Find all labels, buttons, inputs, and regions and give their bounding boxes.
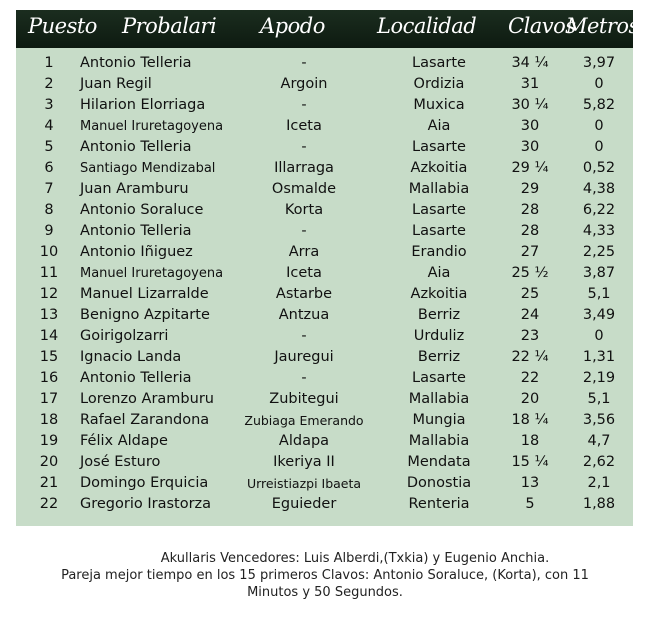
cell-clavos: 29 ¼ bbox=[511, 160, 549, 176]
cell-localidad: Berriz bbox=[417, 349, 461, 365]
cell-clavos: 24 bbox=[520, 307, 540, 323]
cell-localidad: Azkoitia bbox=[410, 160, 468, 176]
cell-apodo: Iceta bbox=[286, 118, 322, 134]
cell-puesto: 8 bbox=[44, 202, 54, 218]
cell-puesto: 11 bbox=[39, 265, 59, 281]
cell-probalari: Félix Aldape bbox=[80, 433, 168, 449]
cell-apodo: Iceta bbox=[286, 265, 322, 281]
cell-localidad: Lasarte bbox=[412, 139, 466, 155]
table-row bbox=[16, 242, 633, 263]
footnotes bbox=[20, 550, 630, 601]
cell-apodo: Astarbe bbox=[275, 286, 333, 302]
cell-apodo: - bbox=[301, 370, 307, 386]
cell-apodo: Korta bbox=[284, 202, 324, 218]
cell-clavos: 25 bbox=[520, 286, 540, 302]
cell-apodo: Urreistiazpi Ibaeta bbox=[246, 476, 362, 491]
cell-metros: 2,25 bbox=[582, 244, 616, 260]
cell-localidad: Erandio bbox=[411, 244, 467, 260]
cell-puesto: 3 bbox=[44, 97, 54, 113]
cell-apodo: Zubitegui bbox=[269, 391, 339, 407]
results-table bbox=[16, 10, 639, 526]
cell-probalari: Manuel Iruretagoyena bbox=[80, 266, 224, 281]
cell-apodo: - bbox=[301, 97, 307, 113]
cell-metros: 5,1 bbox=[587, 286, 611, 302]
table-row bbox=[16, 263, 633, 284]
cell-apodo: Aldapa bbox=[278, 433, 330, 449]
cell-clavos: 29 bbox=[520, 181, 540, 197]
table-row bbox=[16, 53, 633, 74]
table-row bbox=[16, 410, 633, 431]
cell-localidad: Aia bbox=[427, 265, 451, 281]
cell-metros: 1,88 bbox=[582, 496, 616, 512]
cell-apodo: - bbox=[301, 139, 307, 155]
cell-localidad: Muxica bbox=[413, 97, 465, 113]
cell-puesto: 10 bbox=[39, 244, 59, 260]
cell-probalari: Hilarion Elorriaga bbox=[80, 97, 206, 113]
cell-puesto: 21 bbox=[39, 475, 59, 491]
cell-metros: 4,38 bbox=[582, 181, 616, 197]
cell-apodo: - bbox=[301, 328, 307, 344]
cell-puesto: 4 bbox=[44, 118, 54, 134]
table-row bbox=[16, 473, 633, 494]
cell-puesto: 7 bbox=[44, 181, 54, 197]
table-row bbox=[16, 431, 633, 452]
cell-localidad: Ordizia bbox=[413, 76, 465, 92]
cell-metros: 0 bbox=[594, 76, 604, 92]
cell-clavos: 25 ½ bbox=[511, 265, 549, 281]
cell-clavos: 15 ¼ bbox=[511, 454, 549, 470]
cell-apodo: Osmalde bbox=[271, 181, 337, 197]
table-row bbox=[16, 116, 633, 137]
table-row bbox=[16, 305, 633, 326]
cell-puesto: 16 bbox=[39, 370, 59, 386]
cell-probalari: Antonio Telleria bbox=[80, 139, 192, 155]
table-body bbox=[16, 53, 633, 515]
cell-puesto: 18 bbox=[39, 412, 59, 428]
cell-clavos: 31 bbox=[520, 76, 540, 92]
table-row bbox=[16, 368, 633, 389]
cell-metros: 1,31 bbox=[582, 349, 616, 365]
cell-localidad: Donostia bbox=[406, 475, 472, 491]
header-clavos: Clavos bbox=[508, 14, 576, 38]
cell-puesto: 13 bbox=[39, 307, 59, 323]
cell-localidad: Azkoitia bbox=[410, 286, 468, 302]
header-metros: Metros bbox=[566, 14, 639, 38]
cell-metros: 5,1 bbox=[587, 391, 611, 407]
cell-clavos: 30 bbox=[520, 118, 540, 134]
cell-apodo: - bbox=[301, 55, 307, 71]
cell-probalari: Benigno Azpitarte bbox=[80, 307, 210, 323]
cell-clavos: 28 bbox=[520, 202, 540, 218]
table-row bbox=[16, 158, 633, 179]
cell-localidad: Lasarte bbox=[412, 370, 466, 386]
table-row bbox=[16, 389, 633, 410]
cell-metros: 6,22 bbox=[582, 202, 616, 218]
cell-apodo: Ikeriya II bbox=[273, 454, 335, 470]
cell-clavos: 27 bbox=[520, 244, 540, 260]
header-puesto: Puesto bbox=[28, 14, 97, 38]
cell-clavos: 18 bbox=[520, 433, 540, 449]
cell-metros: 3,49 bbox=[582, 307, 616, 323]
cell-probalari: Ignacio Landa bbox=[80, 349, 182, 365]
cell-apodo: Eguieder bbox=[271, 496, 337, 512]
cell-clavos: 18 ¼ bbox=[511, 412, 549, 428]
table-row bbox=[16, 494, 633, 515]
cell-probalari: Antonio Soraluce bbox=[80, 202, 204, 218]
cell-apodo: - bbox=[301, 223, 307, 239]
cell-puesto: 14 bbox=[39, 328, 59, 344]
note-best-time-cont: Minutos y 50 Segundos. bbox=[247, 585, 403, 600]
cell-probalari: Goirigolzarri bbox=[80, 328, 169, 344]
header-probalari: Probalari bbox=[122, 14, 217, 38]
cell-apodo: Zubiaga Emerando bbox=[244, 413, 364, 428]
table-row bbox=[16, 179, 633, 200]
cell-puesto: 20 bbox=[39, 454, 59, 470]
cell-localidad: Mungia bbox=[412, 412, 466, 428]
cell-probalari: Santiago Mendizabal bbox=[80, 161, 216, 176]
header-apodo: Apodo bbox=[260, 14, 325, 38]
table-row bbox=[16, 221, 633, 242]
cell-puesto: 22 bbox=[39, 496, 59, 512]
cell-localidad: Lasarte bbox=[412, 223, 466, 239]
cell-localidad: Mallabia bbox=[408, 433, 470, 449]
cell-localidad: Lasarte bbox=[412, 55, 466, 71]
cell-puesto: 17 bbox=[39, 391, 59, 407]
cell-puesto: 9 bbox=[44, 223, 54, 239]
cell-probalari: Domingo Erquicia bbox=[80, 475, 209, 491]
cell-clavos: 22 bbox=[520, 370, 540, 386]
table-row bbox=[16, 137, 633, 158]
cell-probalari: Juan Regil bbox=[80, 76, 152, 92]
cell-metros: 2,1 bbox=[587, 475, 611, 491]
table-row bbox=[16, 95, 633, 116]
cell-localidad: Mendata bbox=[407, 454, 471, 470]
cell-metros: 0 bbox=[594, 139, 604, 155]
cell-probalari: José Esturo bbox=[80, 454, 161, 470]
cell-puesto: 6 bbox=[44, 160, 54, 176]
cell-probalari: Juan Aramburu bbox=[80, 181, 189, 197]
cell-clavos: 28 bbox=[520, 223, 540, 239]
cell-probalari: Antonio Telleria bbox=[80, 223, 192, 239]
cell-metros: 2,19 bbox=[582, 370, 616, 386]
cell-clavos: 20 bbox=[520, 391, 540, 407]
cell-metros: 0 bbox=[594, 118, 604, 134]
cell-probalari: Manuel Iruretagoyena bbox=[80, 119, 224, 134]
note-akullaris: Akullaris Vencedores: Luis Alberdi,(Txkia) y Eugenio Anchia. bbox=[160, 551, 550, 566]
cell-apodo: Antzua bbox=[278, 307, 330, 323]
header-localidad: Localidad bbox=[377, 14, 477, 38]
cell-metros: 4,7 bbox=[587, 433, 611, 449]
cell-puesto: 1 bbox=[44, 55, 54, 71]
cell-clavos: 34 ¼ bbox=[511, 55, 549, 71]
cell-localidad: Renteria bbox=[408, 496, 470, 512]
cell-localidad: Mallabia bbox=[408, 391, 470, 407]
cell-apodo: Argoin bbox=[280, 76, 328, 92]
cell-metros: 0 bbox=[594, 328, 604, 344]
cell-probalari: Manuel Lizarralde bbox=[80, 286, 209, 302]
cell-puesto: 19 bbox=[39, 433, 59, 449]
cell-metros: 0,52 bbox=[582, 160, 616, 176]
cell-metros: 2,62 bbox=[582, 454, 616, 470]
cell-localidad: Mallabia bbox=[408, 181, 470, 197]
cell-metros: 3,87 bbox=[582, 265, 616, 281]
table-row bbox=[16, 347, 633, 368]
cell-probalari: Rafael Zarandona bbox=[80, 412, 210, 428]
cell-localidad: Berriz bbox=[417, 307, 461, 323]
cell-clavos: 23 bbox=[520, 328, 540, 344]
cell-clavos: 5 bbox=[525, 496, 535, 512]
cell-probalari: Antonio Telleria bbox=[80, 370, 192, 386]
table-row bbox=[16, 284, 633, 305]
cell-clavos: 30 ¼ bbox=[511, 97, 549, 113]
table-row bbox=[16, 452, 633, 473]
cell-puesto: 12 bbox=[39, 286, 59, 302]
cell-clavos: 13 bbox=[520, 475, 540, 491]
cell-localidad: Aia bbox=[427, 118, 451, 134]
table-row bbox=[16, 200, 633, 221]
cell-probalari: Gregorio Irastorza bbox=[80, 496, 212, 512]
cell-clavos: 22 ¼ bbox=[511, 349, 549, 365]
cell-apodo: Jauregui bbox=[274, 349, 334, 365]
cell-metros: 3,56 bbox=[582, 412, 616, 428]
cell-metros: 4,33 bbox=[582, 223, 616, 239]
cell-probalari: Lorenzo Aramburu bbox=[80, 391, 214, 407]
note-best-time: Pareja mejor tiempo en los 15 primeros Clavos: Antonio Soraluce, (Korta), con 11 bbox=[61, 568, 589, 583]
cell-apodo: Arra bbox=[288, 244, 320, 260]
cell-puesto: 5 bbox=[44, 139, 54, 155]
cell-puesto: 15 bbox=[39, 349, 59, 365]
cell-metros: 5,82 bbox=[582, 97, 616, 113]
cell-metros: 3,97 bbox=[582, 55, 616, 71]
table-row bbox=[16, 74, 633, 95]
cell-apodo: Illarraga bbox=[274, 160, 334, 176]
cell-puesto: 2 bbox=[44, 76, 54, 92]
cell-probalari: Antonio Telleria bbox=[80, 55, 192, 71]
cell-localidad: Lasarte bbox=[412, 202, 466, 218]
table-header bbox=[16, 10, 639, 48]
cell-probalari: Antonio Iñiguez bbox=[80, 244, 193, 260]
cell-localidad: Urduliz bbox=[413, 328, 465, 344]
table-row bbox=[16, 326, 633, 347]
cell-clavos: 30 bbox=[520, 139, 540, 155]
